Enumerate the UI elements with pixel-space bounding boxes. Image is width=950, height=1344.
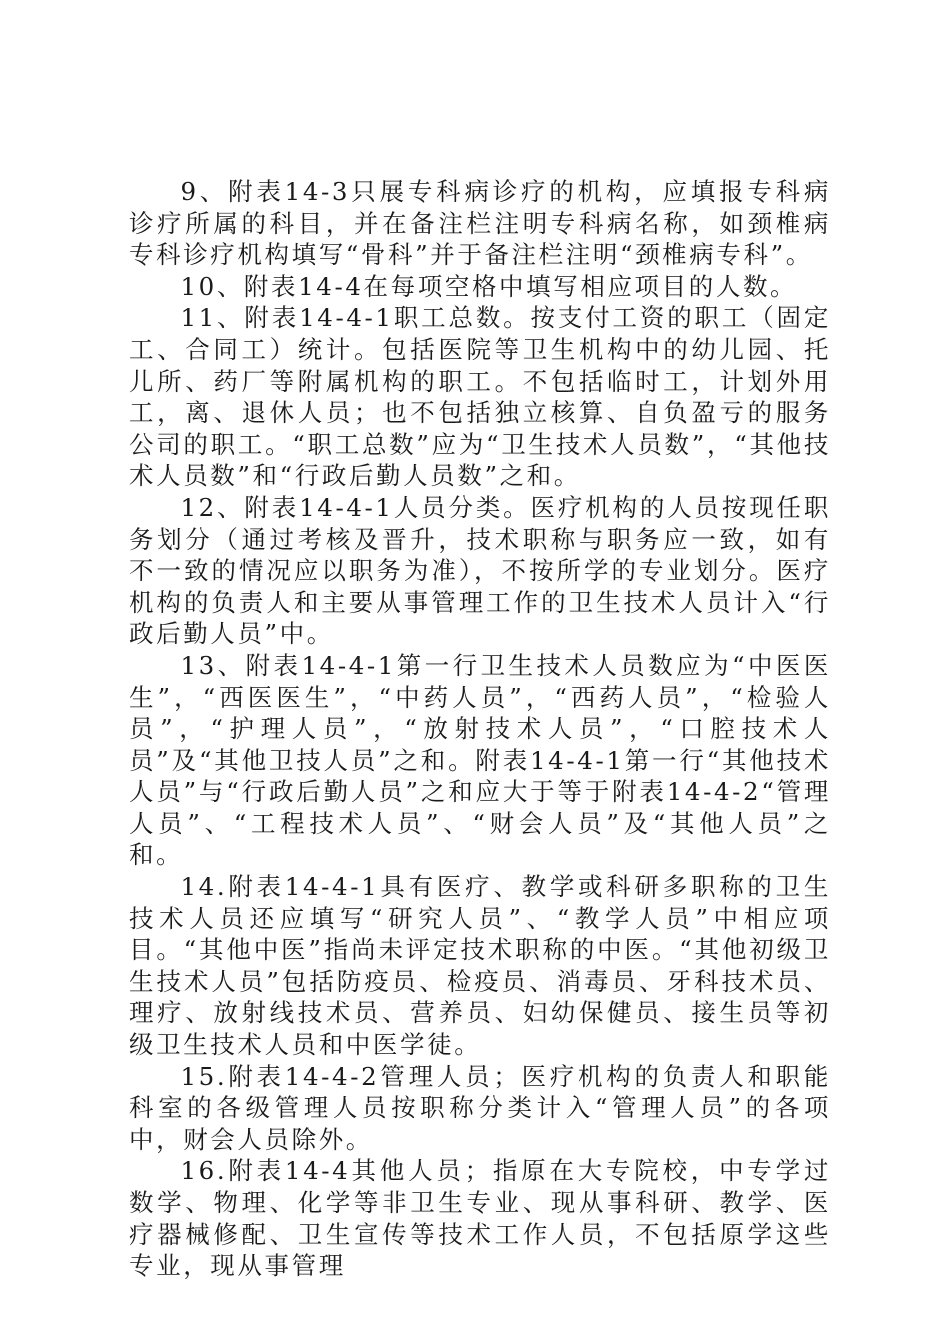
paragraph-15: 15.附表14-4-2管理人员；医疗机构的负责人和职能科室的各级管理人员按职称分类计入“管理人员”的各项中，财会人员除外。 xyxy=(129,1061,831,1154)
paragraph-9: 9、附表14-3只展专科病诊疗的机构，应填报专科病诊疗所属的科目，并在备注栏注明专科病名称，如颈椎病专科诊疗机构填写“骨科”并于备注栏注明“颈椎病专科”。 xyxy=(129,177,831,270)
paragraph-13: 13、附表14-4-1第一行卫生技术人员数应为“中医医生”，“西医医生”，“中药人员”，“西药人员”，“检验人员”，“护理人员”，“放射技术人员”，“口腔技术人员”及“其他卫技人员”之和。附表14-4-1第一行“其他技术人员”与“行政后勤人员”之和应大于等于附表14-4-2“管理人员”、“工程技术人员”、“财会人员”及“其他人员”之和。 xyxy=(129,650,831,870)
paragraph-16: 16.附表14-4其他人员；指原在大专院校，中专学过数学、物理、化学等非卫生专业、现从事科研、教学、医疗器械修配、卫生宣传等技术工作人员，不包括原学这些专业，现从事管理 xyxy=(129,1156,831,1281)
paragraph-14: 14.附表14-4-1具有医疗、教学或科研多职称的卫生技术人员还应填写“研究人员”、“教学人员”中相应项目。“其他中医”指尚未评定技术职称的中医。“其他初级卫生技术人员”包括防疫员、检疫员、消毒员、牙科技术员、理疗、放射线技术员、营养员、妇幼保健员、接生员等初级卫生技术人员和中医学徒。 xyxy=(129,872,831,1060)
paragraph-12: 12、附表14-4-1人员分类。医疗机构的人员按现任职务划分（通过考核及晋升，技术职称与职务应一致，如有不一致的情况应以职务为准），不按所学的专业划分。医疗机构的负责人和主要从事管理工作的卫生技术人员计入“行政后勤人员”中。 xyxy=(129,492,831,649)
document-body xyxy=(129,176,831,1282)
paragraph-10: 10、附表14-4在每项空格中填写相应项目的人数。 xyxy=(180,271,798,301)
paragraph-11: 11、附表14-4-1职工总数。按支付工资的职工（固定工、合同工）统计。包括医院等卫生机构中的幼儿园、托儿所、药厂等附属机构的职工。不包括临时工，计划外用工，离、退休人员；也不包括独立核算、自负盈亏的服务公司的职工。“职工总数”应为“卫生技术人员数”，“其他技术人员数”和“行政后勤人员数”之和。 xyxy=(129,303,831,491)
